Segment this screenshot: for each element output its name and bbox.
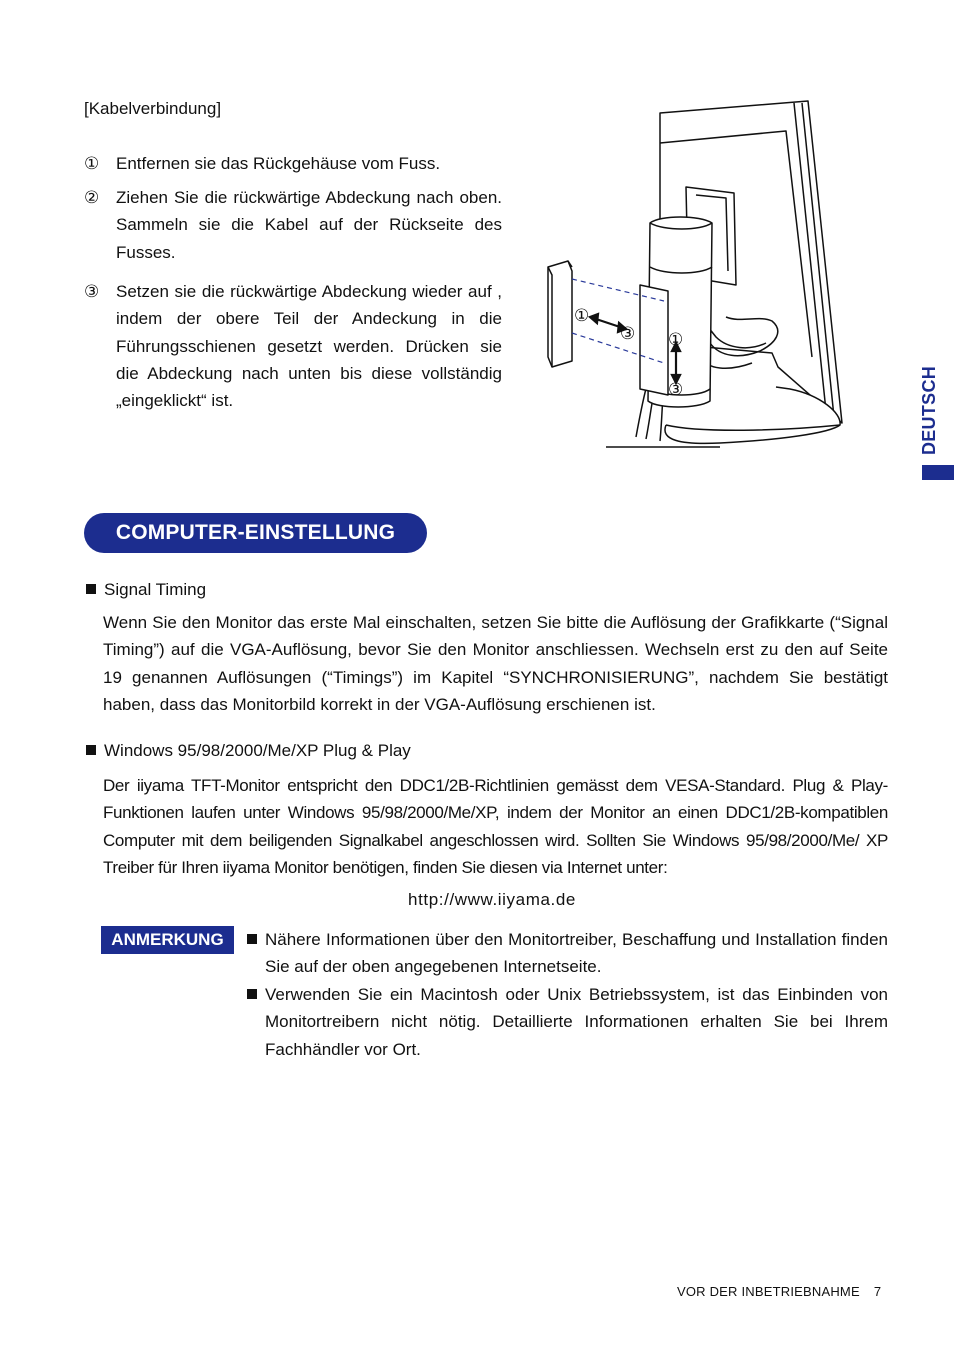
diagram-label-1-right: ① [668,330,684,350]
diagram-label-1-left: ① [574,306,590,326]
square-bullet-icon [247,989,257,999]
diagram-label-3-right: ③ [668,380,684,400]
plug-play-heading-text: Windows 95/98/2000/Me/XP Plug & Play [104,741,411,760]
plug-play-heading [86,741,411,761]
step-text: Setzen sie die rückwärtige Abdeckung wieder auf , indem der obere Teil der Andeckung in die Führungsschienen gesetzt werden. Drücken sie die Abdeckung nach unten bis diese vollständig „eingeklickt“ ist. [116,282,502,411]
square-bullet-icon [247,934,257,944]
step-text: Ziehen Sie die rückwärtige Abdeckung nach oben. Sammeln sie die Kabel auf der Rückseite des Fusses. [116,188,502,262]
diagram-label-3-left: ③ [620,324,636,344]
step-1 [84,150,502,177]
step-number: ③ [84,282,100,301]
page-footer [677,1284,881,1299]
plug-play-body: Der iiyama TFT-Monitor entspricht den DDC1/2B-Richtlinien gemässt dem VESA-Standard. Plug & Play-Funktionen laufen unter Windows 95/98/2000/Me/XP, indem der Monitor an einen DDC1/2B-kompatiblen Computer mit dem beiligenden Signalkabel angeschlossen wird. Sollten Sie Windows 95/98/2000/Me/ XP Treiber für Ihren iiyama Monitor benötigen, finden Sie diesen via Internet unter: [103,776,888,877]
step-number: ② [84,188,100,207]
signal-timing-body: Wenn Sie den Monitor das erste Mal einschalten, setzen Sie bitte die Auflösung der Grafikkarte (“Signal Timing”) auf die VGA-Auflösung, bevor Sie den Monitor anschliessen. Wechseln erst zu den auf Seite 19 genannen Auflösungen (“Timings”) im Kapitel “SYNCHRONISIERUNG”, nachdem Sie bestätigt haben, dass das Monitorbild korrekt in der VGA-Auflösung erschienen ist. [103,613,888,714]
section-heading-text: COMPUTER-EINSTELLUNG [115,521,396,544]
step-2 [84,184,502,266]
language-tab-label: DEUTSCH [919,365,940,455]
language-tab [913,360,947,460]
page-number: 7 [873,1284,882,1299]
signal-timing-heading [86,580,206,600]
note-label [101,926,234,954]
language-tab-bar [922,465,954,480]
note-item [247,981,888,1063]
note-item-text: Nähere Informationen über den Monitortreiber, Beschaffung und Installation finden Sie auf der oben angegebenen Internetseite. [265,930,888,977]
note-label-text: ANMERKUNG [111,930,224,949]
square-bullet-icon [86,584,96,594]
note-item-text: Verwenden Sie ein Macintosh oder Unix Betriebssystem, ist das Einbinden von Monitortreibern nicht nötig. Detaillierte Informationen erhalten Sie bei Ihrem Fachhändler vor Ort. [265,985,888,1059]
step-3 [84,278,502,414]
monitor-cable-diagram [540,95,850,455]
note-item [247,926,888,981]
driver-url: http://www.iiyama.de [408,890,576,909]
cable-section-title: [Kabelverbindung] [84,99,222,118]
section-heading [84,513,427,553]
square-bullet-icon [86,745,96,755]
signal-timing-heading-text: Signal Timing [104,580,207,599]
footer-chapter: VOR DER INBETRIEBNAHME [677,1284,860,1299]
step-text: Entfernen sie das Rückgehäuse vom Fuss. [116,154,441,173]
step-number: ① [84,154,100,173]
